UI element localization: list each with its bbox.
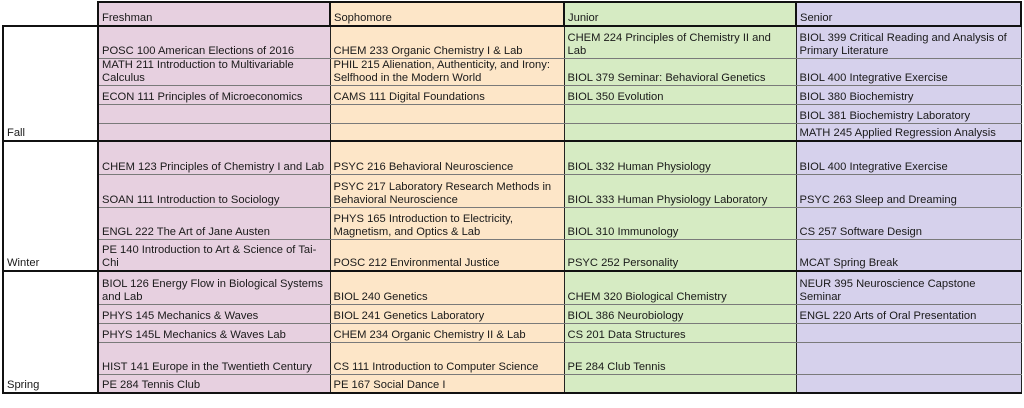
course-cell-sophomore[interactable] — [330, 123, 564, 141]
column-header-freshman[interactable]: Freshman — [98, 2, 330, 26]
term-label-winter[interactable]: Winter — [3, 141, 98, 271]
column-header-sophomore[interactable]: Sophomore — [330, 2, 564, 26]
table-row — [3, 207, 1021, 239]
course-cell-sophomore[interactable]: PSYC 216 Behavioral Neuroscience — [330, 141, 564, 174]
table-row — [3, 141, 1021, 174]
course-cell-sophomore[interactable]: CHEM 233 Organic Chemistry I & Lab — [330, 26, 564, 58]
course-cell-freshman[interactable]: ENGL 222 The Art of Jane Austen — [98, 207, 330, 239]
course-cell-junior[interactable]: CHEM 224 Principles of Chemistry II and Lab — [564, 26, 796, 58]
course-cell-senior[interactable] — [796, 323, 1021, 342]
course-cell-senior[interactable]: BIOL 380 Biochemistry — [796, 85, 1021, 104]
course-cell-freshman[interactable]: ECON 111 Principles of Microeconomics — [98, 85, 330, 104]
course-cell-freshman[interactable]: HIST 141 Europe in the Twentieth Century — [98, 342, 330, 374]
course-cell-senior[interactable]: MATH 245 Applied Regression Analysis — [796, 123, 1021, 141]
table-row — [3, 123, 1021, 141]
course-cell-junior[interactable]: BIOL 350 Evolution — [564, 85, 796, 104]
course-cell-freshman[interactable]: SOAN 111 Introduction to Sociology — [98, 174, 330, 207]
course-cell-sophomore[interactable]: POSC 212 Environmental Justice — [330, 239, 564, 271]
course-cell-junior[interactable] — [564, 104, 796, 123]
course-cell-freshman[interactable]: MATH 211 Introduction to Multivariable Calculus — [98, 58, 330, 85]
course-cell-freshman[interactable]: PE 284 Tennis Club — [98, 374, 330, 393]
table-row — [3, 239, 1021, 271]
course-cell-senior[interactable]: NEUR 395 Neuroscience Capstone Seminar — [796, 271, 1021, 304]
course-cell-junior[interactable]: PE 284 Club Tennis — [564, 342, 796, 374]
course-cell-freshman[interactable]: BIOL 126 Energy Flow in Biological Systems and Lab — [98, 271, 330, 304]
course-cell-senior[interactable]: MCAT Spring Break — [796, 239, 1021, 271]
table-row — [3, 85, 1021, 104]
column-header-junior[interactable]: Junior — [564, 2, 796, 26]
course-cell-senior[interactable]: ENGL 220 Arts of Oral Presentation — [796, 304, 1021, 323]
course-cell-junior[interactable] — [564, 123, 796, 141]
course-cell-senior[interactable]: BIOL 400 Integrative Exercise — [796, 58, 1021, 85]
term-label-spring[interactable]: Spring — [3, 271, 98, 393]
course-cell-freshman[interactable]: PHYS 145 Mechanics & Waves — [98, 304, 330, 323]
course-cell-senior[interactable]: CS 257 Software Design — [796, 207, 1021, 239]
table-row — [3, 174, 1021, 207]
course-cell-freshman[interactable]: POSC 100 American Elections of 2016 — [98, 26, 330, 58]
course-cell-sophomore[interactable]: BIOL 241 Genetics Laboratory — [330, 304, 564, 323]
course-cell-junior[interactable] — [564, 374, 796, 393]
course-cell-sophomore[interactable]: PHIL 215 Alienation, Authenticity, and Irony: Selfhood in the Modern World — [330, 58, 564, 85]
course-plan-body — [3, 26, 1021, 393]
course-cell-junior[interactable]: CS 201 Data Structures — [564, 323, 796, 342]
table-row — [3, 374, 1021, 393]
course-cell-sophomore[interactable]: BIOL 240 Genetics — [330, 271, 564, 304]
course-cell-senior[interactable] — [796, 374, 1021, 393]
course-cell-junior[interactable]: PSYC 252 Personality — [564, 239, 796, 271]
term-label-fall[interactable]: Fall — [3, 26, 98, 141]
course-cell-freshman[interactable] — [98, 123, 330, 141]
course-cell-senior[interactable] — [796, 342, 1021, 374]
course-cell-freshman[interactable]: CHEM 123 Principles of Chemistry I and Lab — [98, 141, 330, 174]
table-row — [3, 323, 1021, 342]
course-cell-junior[interactable]: BIOL 333 Human Physiology Laboratory — [564, 174, 796, 207]
table-row — [3, 26, 1021, 58]
course-cell-junior[interactable]: BIOL 386 Neurobiology — [564, 304, 796, 323]
corner-cell — [3, 2, 98, 26]
course-cell-senior[interactable]: PSYC 263 Sleep and Dreaming — [796, 174, 1021, 207]
course-cell-senior[interactable]: BIOL 399 Critical Reading and Analysis of Primary Literature — [796, 26, 1021, 58]
year-header-row — [3, 2, 1021, 26]
course-plan-table — [2, 1, 1022, 394]
course-cell-freshman[interactable]: PHYS 145L Mechanics & Waves Lab — [98, 323, 330, 342]
course-cell-sophomore[interactable]: PHYS 165 Introduction to Electricity, Magnetism, and Optics & Lab — [330, 207, 564, 239]
course-cell-sophomore[interactable]: PSYC 217 Laboratory Research Methods in Behavioral Neuroscience — [330, 174, 564, 207]
course-cell-sophomore[interactable]: CHEM 234 Organic Chemistry II & Lab — [330, 323, 564, 342]
course-cell-senior[interactable]: BIOL 400 Integrative Exercise — [796, 141, 1021, 174]
course-cell-senior[interactable]: BIOL 381 Biochemistry Laboratory — [796, 104, 1021, 123]
course-cell-freshman[interactable]: PE 140 Introduction to Art & Science of Tai-Chi — [98, 239, 330, 271]
course-cell-sophomore[interactable]: CAMS 111 Digital Foundations — [330, 85, 564, 104]
course-cell-junior[interactable]: BIOL 310 Immunology — [564, 207, 796, 239]
course-cell-freshman[interactable] — [98, 104, 330, 123]
table-row — [3, 58, 1021, 85]
course-cell-junior[interactable]: BIOL 379 Seminar: Behavioral Genetics — [564, 58, 796, 85]
table-row — [3, 342, 1021, 374]
column-header-senior[interactable]: Senior — [796, 2, 1021, 26]
course-cell-junior[interactable]: CHEM 320 Biological Chemistry — [564, 271, 796, 304]
course-cell-sophomore[interactable]: PE 167 Social Dance I — [330, 374, 564, 393]
course-cell-sophomore[interactable] — [330, 104, 564, 123]
table-row — [3, 304, 1021, 323]
table-row — [3, 271, 1021, 304]
table-row — [3, 104, 1021, 123]
course-cell-sophomore[interactable]: CS 111 Introduction to Computer Science — [330, 342, 564, 374]
course-cell-junior[interactable]: BIOL 332 Human Physiology — [564, 141, 796, 174]
